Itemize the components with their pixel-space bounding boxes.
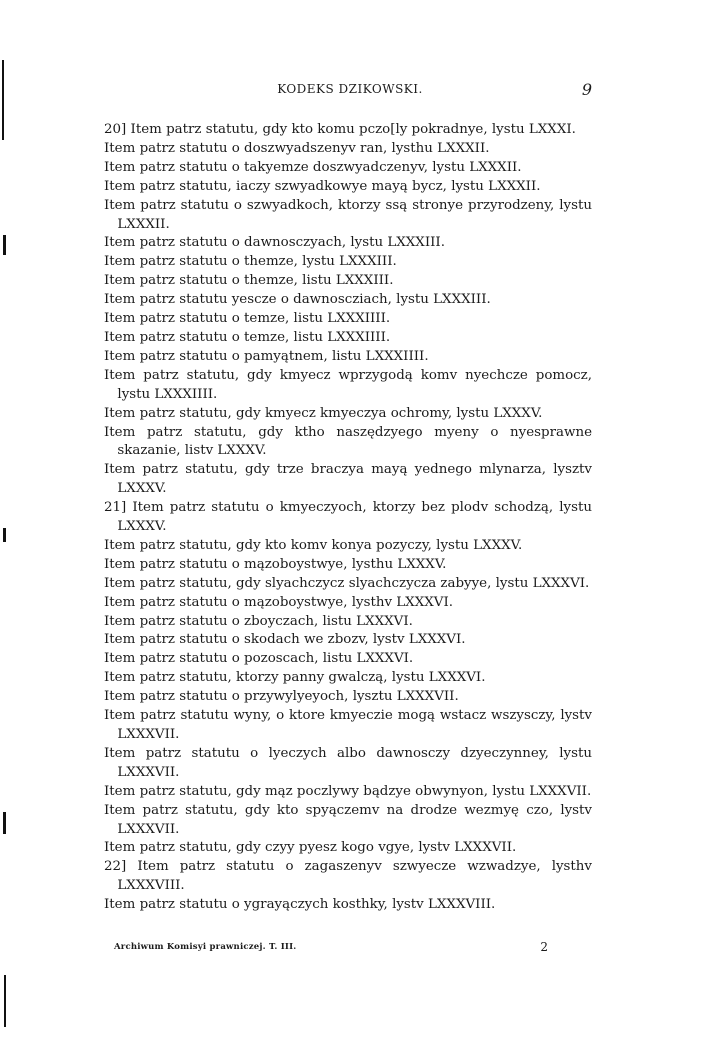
index-entry: Item patrz statutu, iaczy szwyadkowye mayą bycz, lystu LXXXII. [104,178,541,194]
index-entry: Item patrz statutu o pamyątnem, listu LXXXIIII. [104,348,429,364]
index-entries [104,121,592,915]
index-entry: Item patrz statutu, gdy slyachczycz slyachczycza zabyye, lystu LXXXVI. [104,575,590,591]
signature-mark: 2 [540,940,548,954]
scan-edge-mark [3,528,6,542]
index-entry: 21] Item patrz statutu o kmyeczyoch, ktorzy bez plodv schodzą, lystu LXXXV. [104,500,592,535]
index-entry: Item patrz statutu o themze, lystu LXXXIII. [104,254,397,270]
index-entry: Item patrz statutu o zboyczach, listu LXXXVI. [104,613,413,629]
page-number: 9 [581,80,592,99]
footnote: Archiwum Komisyi prawniczej. T. III. [114,942,297,952]
index-entry: Item patrz statutu yescze o dawnoscziach, lystu LXXXIII. [104,292,491,308]
index-entry: 22] Item patrz statutu o zagaszenyv szwyecze wzwadzye, lysthv LXXXVIII. [104,859,592,894]
index-entry: Item patrz statutu, gdy kto spyączemv na drodze wezmyę czo, lystv LXXXVII. [104,802,592,837]
index-entry: Item patrz statutu o temze, listu LXXXIIII. [104,311,391,327]
index-entry: Item patrz statutu o przywylyeyoch, lysztu LXXXVII. [104,689,459,705]
index-entry: Item patrz statutu, gdy kmyecz kmyeczya ochromy, lystu LXXXV. [104,405,543,421]
page-header [102,80,598,102]
index-entry: Item patrz statutu o mązoboystwye, lysthu LXXXV. [104,556,447,572]
scan-edge-mark [2,60,4,140]
index-entry: Item patrz statutu o takyemze doszwyadczenyv, lystu LXXXII. [104,159,522,175]
index-entry: Item patrz statutu o dawnosczyach, lystu LXXXIII. [104,235,445,251]
index-entry: Item patrz statutu o lyeczych albo dawnosczy dzyeczynney, lystu LXXXVII. [104,745,592,780]
index-entry: Item patrz statutu, gdy ktho naszędzyego myeny o nyesprawne skazanie, listv LXXXV. [104,424,592,459]
index-entry: Item patrz statutu o temze, listu LXXXIIII. [104,329,391,345]
index-entry: Item patrz statutu o szwyadkoch, ktorzy ssą stronye przyrodzeny, lystu LXXXII. [104,197,592,232]
scan-edge-mark [3,235,6,255]
index-entry: 20] Item patrz statutu, gdy kto komu pczo[ly pokradnye, lystu LXXXI. [104,122,576,137]
index-entry: Item patrz statutu, ktorzy panny gwalczą, lystu LXXXVI. [104,670,486,686]
scan-edge-mark [4,975,6,1027]
page-footer [114,940,548,960]
index-entry: Item patrz statutu, gdy kto komv konya pozyczy, lystu LXXXV. [104,537,523,553]
index-entry: Item patrz statutu, gdy trze braczya mayą yednego mlynarza, lysztv LXXXV. [104,462,592,497]
index-entry: Item patrz statutu o mązoboystwye, lysthv LXXXVI. [104,594,454,610]
index-entry: Item patrz statutu wyny, o ktore kmyeczie mogą wstacz wszysczy, lystv LXXXVII. [104,708,592,742]
index-entry: Item patrz statutu, gdy czyy pyesz kogo vgye, lystv LXXXVII. [104,840,517,856]
scan-edge-mark [3,812,6,834]
index-entry: Item patrz statutu o ygrayączych kosthky, lystv LXXXVIII. [104,897,496,913]
index-entry: Item patrz statutu o themze, listu LXXXIII. [104,273,394,289]
index-entry: Item patrz statutu, gdy kmyecz wprzygodą komv nyechcze pomocz, lystu LXXXIIII. [104,367,592,402]
index-entry: Item patrz statutu o skodach we zbozv, lystv LXXXVI. [104,632,466,648]
index-entry: Item patrz statutu, gdy mąz poczlywy bądzye obwynyon, lystu LXXXVII. [104,783,592,799]
index-entry: Item patrz statutu o pozoscach, listu LXXXVI. [104,651,414,667]
running-title: KODEKS DZIKOWSKI. [277,82,423,96]
index-entry: Item patrz statutu o doszwyadszenyv ran, lysthu LXXXII. [104,140,490,156]
